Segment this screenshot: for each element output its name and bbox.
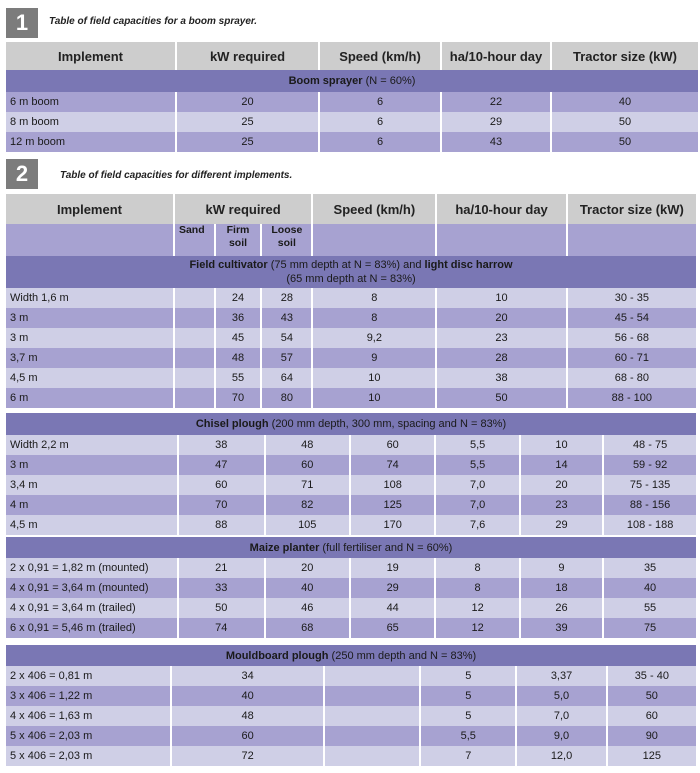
value-cell: 5 <box>421 666 515 686</box>
value-cell: 43 <box>262 308 311 328</box>
value-cell: 6 <box>320 92 440 112</box>
table2-mouldboard-plough <box>4 645 698 766</box>
table2-subheader-blank <box>6 224 173 256</box>
value-cell <box>175 328 214 348</box>
table-row <box>6 746 696 766</box>
value-cell: 8 <box>313 288 435 308</box>
row-label-cell: 3,4 m <box>6 475 177 495</box>
value-cell: 23 <box>437 328 565 348</box>
value-cell: 50 <box>552 132 698 152</box>
table2-header-implement: Implement <box>6 194 173 224</box>
value-cell: 47 <box>179 455 263 475</box>
value-cell: 60 <box>608 706 696 726</box>
value-cell: 9 <box>521 558 602 578</box>
row-label-cell: 6 x 0,91 = 5,46 m (trailed) <box>6 618 177 638</box>
table-row <box>6 112 698 132</box>
value-cell: 20 <box>266 558 349 578</box>
value-cell: 25 <box>177 132 318 152</box>
value-cell <box>325 706 419 726</box>
value-cell: 6 <box>320 112 440 132</box>
value-cell: 55 <box>604 598 696 618</box>
table2-section-chisel-plough: Chisel plough (200 mm depth, 300 mm, spacing and N = 83%) <box>6 413 696 435</box>
table-row <box>6 495 696 515</box>
value-cell: 50 <box>608 686 696 706</box>
row-label-cell: 4,5 m <box>6 515 177 535</box>
value-cell: 43 <box>442 132 550 152</box>
value-cell: 40 <box>172 686 322 706</box>
value-cell: 10 <box>521 435 602 455</box>
value-cell <box>325 746 419 766</box>
value-cell: 30 - 35 <box>568 288 696 308</box>
table2-subheader-sand: Sand <box>175 224 214 256</box>
row-label-cell: Width 2,2 m <box>6 435 177 455</box>
value-cell: 65 <box>351 618 434 638</box>
value-cell: 48 <box>216 348 261 368</box>
table2-section-maize-planter: Maize planter (full fertiliser and N = 60%) <box>6 537 696 558</box>
value-cell <box>325 686 419 706</box>
value-cell: 48 <box>172 706 322 726</box>
value-cell: 35 <box>604 558 696 578</box>
row-label-cell: 4 x 0,91 = 3,64 m (mounted) <box>6 578 177 598</box>
value-cell: 29 <box>442 112 550 132</box>
value-cell: 108 - 188 <box>604 515 696 535</box>
value-cell: 46 <box>266 598 349 618</box>
value-cell: 74 <box>351 455 434 475</box>
row-label-cell: 3 x 406 = 1,22 m <box>6 686 170 706</box>
row-label-cell: 4,5 m <box>6 368 173 388</box>
value-cell: 48 <box>266 435 349 455</box>
value-cell: 38 <box>179 435 263 455</box>
value-cell: 19 <box>351 558 434 578</box>
table-row <box>6 348 696 368</box>
value-cell <box>175 368 214 388</box>
value-cell: 35 - 40 <box>608 666 696 686</box>
table2-maize-planter <box>4 537 698 638</box>
value-cell: 25 <box>177 112 318 132</box>
table2-section-mouldboard-plough: Mouldboard plough (250 mm depth and N = 83%) <box>6 645 696 666</box>
table-row <box>6 455 696 475</box>
table-row <box>6 475 696 495</box>
table-row <box>6 92 698 112</box>
value-cell: 60 - 71 <box>568 348 696 368</box>
value-cell: 18 <box>521 578 602 598</box>
value-cell: 71 <box>266 475 349 495</box>
table1-section-boom-sprayer: Boom sprayer (N = 60%) <box>6 70 698 92</box>
value-cell: 29 <box>351 578 434 598</box>
table2-header-speed: Speed (km/h) <box>313 194 435 224</box>
table-row <box>6 308 696 328</box>
value-cell: 60 <box>351 435 434 455</box>
row-label-cell: Width 1,6 m <box>6 288 173 308</box>
value-cell: 5 <box>421 706 515 726</box>
table2-subheader-blank <box>568 224 696 256</box>
value-cell: 108 <box>351 475 434 495</box>
value-cell: 7,6 <box>436 515 518 535</box>
table2-subheader-blank <box>437 224 565 256</box>
value-cell: 88 - 100 <box>568 388 696 408</box>
value-cell: 8 <box>436 578 518 598</box>
table2-header-tractor: Tractor size (kW) <box>568 194 696 224</box>
table2-header <box>4 194 698 408</box>
value-cell: 29 <box>521 515 602 535</box>
value-cell: 59 - 92 <box>604 455 696 475</box>
value-cell: 45 - 54 <box>568 308 696 328</box>
row-label-cell: 6 m boom <box>6 92 175 112</box>
table2-subheader-loose-soil: Loose soil <box>262 224 311 256</box>
value-cell: 6 <box>320 132 440 152</box>
table-row <box>6 618 696 638</box>
table2-subheader-blank <box>313 224 435 256</box>
value-cell: 36 <box>216 308 261 328</box>
table-row <box>6 328 696 348</box>
table2-number-badge: 2 <box>6 159 38 189</box>
table2-header-ha: ha/10-hour day <box>437 194 565 224</box>
table-row <box>6 515 696 535</box>
value-cell: 22 <box>442 92 550 112</box>
table-row <box>6 666 696 686</box>
value-cell: 82 <box>266 495 349 515</box>
table1-header-tractor: Tractor size (kW) <box>552 42 698 70</box>
value-cell: 40 <box>604 578 696 598</box>
value-cell: 9,0 <box>517 726 605 746</box>
value-cell: 60 <box>179 475 263 495</box>
table-row <box>6 132 698 152</box>
value-cell: 68 <box>266 618 349 638</box>
value-cell: 55 <box>216 368 261 388</box>
value-cell <box>325 726 419 746</box>
value-cell <box>175 288 214 308</box>
value-cell: 23 <box>521 495 602 515</box>
value-cell: 24 <box>216 288 261 308</box>
value-cell: 57 <box>262 348 311 368</box>
value-cell: 60 <box>266 455 349 475</box>
value-cell: 44 <box>351 598 434 618</box>
table2-section-field-cultivator: Field cultivator (75 mm depth at N = 83%) and light disc harrow (65 mm depth at N = 83%) <box>6 256 696 288</box>
value-cell: 3,37 <box>517 666 605 686</box>
table2-chisel-plough <box>4 413 698 535</box>
table2-header-kw: kW required <box>175 194 311 224</box>
value-cell: 125 <box>351 495 434 515</box>
table1-header-speed: Speed (km/h) <box>320 42 440 70</box>
table-row <box>6 368 696 388</box>
row-label-cell: 3,7 m <box>6 348 173 368</box>
row-label-cell: 5 x 406 = 2,03 m <box>6 726 170 746</box>
value-cell: 5,0 <box>517 686 605 706</box>
value-cell: 45 <box>216 328 261 348</box>
value-cell <box>175 388 214 408</box>
value-cell: 10 <box>313 388 435 408</box>
table-row <box>6 288 696 308</box>
value-cell: 75 <box>604 618 696 638</box>
table-row <box>6 686 696 706</box>
value-cell: 7,0 <box>436 475 518 495</box>
value-cell: 12 <box>436 598 518 618</box>
value-cell: 5,5 <box>421 726 515 746</box>
value-cell: 8 <box>313 308 435 328</box>
value-cell: 33 <box>179 578 263 598</box>
row-label-cell: 4 x 406 = 1,63 m <box>6 706 170 726</box>
value-cell: 28 <box>262 288 311 308</box>
value-cell: 20 <box>437 308 565 328</box>
table-row <box>6 558 696 578</box>
table1 <box>4 42 700 152</box>
value-cell: 7,0 <box>517 706 605 726</box>
row-label-cell: 3 m <box>6 308 173 328</box>
value-cell: 40 <box>552 92 698 112</box>
row-label-cell: 4 x 0,91 = 3,64 m (trailed) <box>6 598 177 618</box>
value-cell: 10 <box>437 288 565 308</box>
value-cell: 40 <box>266 578 349 598</box>
table-row <box>6 706 696 726</box>
value-cell <box>175 348 214 368</box>
table1-number-badge: 1 <box>6 8 38 38</box>
value-cell: 39 <box>521 618 602 638</box>
row-label-cell: 3 m <box>6 328 173 348</box>
value-cell: 9,2 <box>313 328 435 348</box>
value-cell: 60 <box>172 726 322 746</box>
row-label-cell: 4 m <box>6 495 177 515</box>
table2-subheader-firm-soil: Firm soil <box>216 224 261 256</box>
value-cell: 8 <box>436 558 518 578</box>
value-cell: 88 <box>179 515 263 535</box>
value-cell: 38 <box>437 368 565 388</box>
row-label-cell: 2 x 0,91 = 1,82 m (mounted) <box>6 558 177 578</box>
value-cell: 68 - 80 <box>568 368 696 388</box>
value-cell: 125 <box>608 746 696 766</box>
value-cell: 70 <box>179 495 263 515</box>
value-cell: 170 <box>351 515 434 535</box>
value-cell: 88 - 156 <box>604 495 696 515</box>
table-row <box>6 435 696 455</box>
value-cell: 90 <box>608 726 696 746</box>
value-cell: 28 <box>437 348 565 368</box>
row-label-cell: 12 m boom <box>6 132 175 152</box>
value-cell <box>175 308 214 328</box>
table-row <box>6 388 696 408</box>
table1-header-implement: Implement <box>6 42 175 70</box>
row-label-cell: 3 m <box>6 455 177 475</box>
value-cell: 20 <box>177 92 318 112</box>
table1-header-ha: ha/10-hour day <box>442 42 550 70</box>
value-cell: 64 <box>262 368 311 388</box>
value-cell: 48 - 75 <box>604 435 696 455</box>
value-cell: 12 <box>436 618 518 638</box>
value-cell: 50 <box>179 598 263 618</box>
row-label-cell: 2 x 406 = 0,81 m <box>6 666 170 686</box>
table-row <box>6 726 696 746</box>
value-cell: 105 <box>266 515 349 535</box>
row-label-cell: 6 m <box>6 388 173 408</box>
value-cell: 7,0 <box>436 495 518 515</box>
value-cell: 72 <box>172 746 322 766</box>
value-cell: 10 <box>313 368 435 388</box>
value-cell: 74 <box>179 618 263 638</box>
value-cell: 21 <box>179 558 263 578</box>
table1-caption: Table of field capacities for a boom sprayer. <box>49 16 258 27</box>
value-cell: 80 <box>262 388 311 408</box>
table-row <box>6 598 696 618</box>
value-cell: 54 <box>262 328 311 348</box>
value-cell: 70 <box>216 388 261 408</box>
row-label-cell: 5 x 406 = 2,03 m <box>6 746 170 766</box>
value-cell: 75 - 135 <box>604 475 696 495</box>
value-cell: 7 <box>421 746 515 766</box>
row-label-cell: 8 m boom <box>6 112 175 132</box>
value-cell: 9 <box>313 348 435 368</box>
value-cell: 5,5 <box>436 435 518 455</box>
table2-caption: Table of field capacities for different implements. <box>60 170 293 181</box>
value-cell: 56 - 68 <box>568 328 696 348</box>
value-cell: 5,5 <box>436 455 518 475</box>
value-cell: 50 <box>437 388 565 408</box>
value-cell: 14 <box>521 455 602 475</box>
value-cell: 26 <box>521 598 602 618</box>
value-cell: 5 <box>421 686 515 706</box>
value-cell: 34 <box>172 666 322 686</box>
value-cell <box>325 666 419 686</box>
table-row <box>6 578 696 598</box>
value-cell: 50 <box>552 112 698 132</box>
value-cell: 20 <box>521 475 602 495</box>
table1-header-kw: kW required <box>177 42 318 70</box>
value-cell: 12,0 <box>517 746 605 766</box>
